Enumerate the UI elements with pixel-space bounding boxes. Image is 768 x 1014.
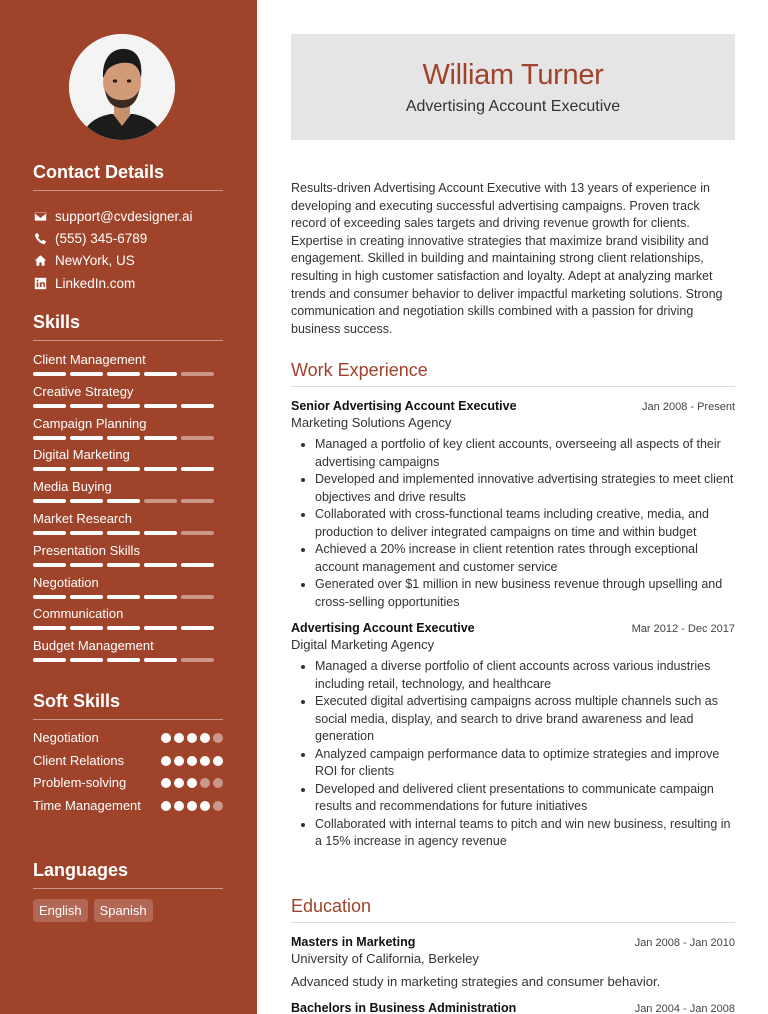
job-entry bbox=[291, 399, 735, 611]
rating-dot bbox=[200, 756, 210, 766]
skill-item bbox=[33, 635, 223, 667]
contact-section bbox=[33, 162, 223, 294]
education-description: Advanced study in marketing strategies and consumer behavior. bbox=[291, 974, 661, 989]
skill-level-segment bbox=[181, 531, 214, 535]
skill-item bbox=[33, 381, 223, 413]
skill-level-segment bbox=[144, 658, 177, 662]
rating-dot bbox=[187, 801, 197, 811]
soft-skill-name: Problem-solving bbox=[33, 775, 127, 790]
job-bullet: • Executed digital advertising campaigns across multiple channels such as social media, display, and search to drive brand awareness and lead generation bbox=[315, 693, 735, 746]
languages-title: Languages bbox=[33, 860, 223, 889]
soft-skill-name: Negotiation bbox=[33, 730, 99, 745]
job-company: Marketing Solutions Agency bbox=[291, 415, 452, 430]
job-dates: Mar 2012 - Dec 2017 bbox=[631, 623, 735, 635]
skill-level-segment bbox=[33, 436, 66, 440]
skill-level-segment bbox=[33, 499, 66, 503]
linkedin-icon bbox=[33, 276, 47, 290]
skill-name: Digital Marketing bbox=[33, 447, 130, 463]
skill-level-segment bbox=[181, 563, 214, 567]
skill-level-segment bbox=[144, 404, 177, 408]
rating-dot bbox=[213, 756, 223, 766]
skill-item bbox=[33, 540, 223, 572]
email-icon bbox=[33, 209, 47, 223]
skill-name: Client Management bbox=[33, 352, 146, 367]
job-bullet: • Generated over $1 million in new business revenue through upselling and cross-selling opportunities bbox=[315, 576, 735, 611]
education-entry bbox=[291, 935, 735, 989]
rating-dot bbox=[187, 733, 197, 743]
rating-dot bbox=[200, 733, 210, 743]
skill-level-segment bbox=[107, 531, 140, 535]
education-degree: Bachelors in Business Administration bbox=[291, 1001, 517, 1014]
skill-level-segment bbox=[107, 372, 140, 376]
skill-level-segment bbox=[70, 404, 103, 408]
skill-level-segment bbox=[144, 626, 177, 630]
skill-level-bar bbox=[33, 626, 223, 630]
skill-level-bar bbox=[33, 563, 223, 567]
skill-level-segment bbox=[70, 531, 103, 535]
skill-level-segment bbox=[181, 499, 214, 503]
education-entry bbox=[291, 1001, 735, 1014]
job-bullet: • Collaborated with internal teams to pitch and win new business, resulting in a 15% increase in agency revenue bbox=[315, 816, 735, 851]
job-role: Senior Advertising Account Executive bbox=[291, 399, 517, 413]
skill-level-segment bbox=[144, 531, 177, 535]
skill-level-segment bbox=[107, 404, 140, 408]
rating-dot bbox=[200, 778, 210, 788]
skill-level-segment bbox=[144, 436, 177, 440]
skill-item bbox=[33, 444, 223, 476]
sidebar bbox=[0, 0, 257, 1014]
skill-item bbox=[33, 572, 223, 604]
contact-location-text: NewYork, US bbox=[55, 253, 135, 269]
skill-level-segment bbox=[181, 626, 214, 630]
contact-linkedin-text: LinkedIn.com bbox=[55, 275, 136, 291]
skill-level-segment bbox=[181, 372, 214, 376]
skill-item bbox=[33, 413, 223, 445]
skill-level-segment bbox=[181, 658, 214, 662]
skill-level-bar bbox=[33, 531, 223, 535]
header bbox=[291, 34, 735, 140]
job-bullets bbox=[291, 658, 735, 851]
experience-section bbox=[291, 360, 735, 851]
skill-name: Campaign Planning bbox=[33, 415, 147, 431]
experience-title: Work Experience bbox=[291, 360, 735, 387]
soft-skill-name: Time Management bbox=[33, 797, 141, 813]
contact-title: Contact Details bbox=[33, 162, 223, 191]
job-role: Advertising Account Executive bbox=[291, 621, 475, 635]
skill-item bbox=[33, 508, 223, 540]
education-dates: Jan 2008 - Jan 2010 bbox=[634, 937, 735, 949]
skill-level-segment bbox=[33, 563, 66, 567]
soft-skill-item bbox=[33, 729, 223, 746]
education-title: Education bbox=[291, 896, 735, 923]
summary-text: Results-driven Advertising Account Executive with 13 years of experience in developing and executing successful advertising campaigns. Proven track record of exceeding sales targets and driving revenue growth for clients. Expertise in creating innovative strategies that maximize brand visibility and engagement. Skilled in building and maintaining strong client relationships, resulting in high customer satisfaction and loyalty. Adept at analyzing market trends and consumer behavior to deliver impactful marketing solutions. Strong communication and negotiation skills combined with a passion for driving business success. bbox=[291, 181, 723, 336]
skill-level-segment bbox=[70, 595, 103, 599]
skill-level-bar bbox=[33, 436, 223, 440]
language-list bbox=[33, 899, 223, 922]
rating-dot bbox=[187, 778, 197, 788]
skill-level-bar bbox=[33, 595, 223, 599]
soft-skill-item bbox=[33, 797, 223, 814]
skill-name: Communication bbox=[33, 606, 124, 622]
job-dates: Jan 2008 - Present bbox=[642, 401, 735, 413]
soft-skill-name: Client Relations bbox=[33, 752, 125, 768]
profile-photo bbox=[69, 34, 175, 140]
skill-level-segment bbox=[70, 626, 103, 630]
skill-level-segment bbox=[107, 658, 140, 662]
candidate-name: William Turner bbox=[422, 59, 604, 91]
skill-name: Media Buying bbox=[33, 479, 112, 495]
rating-dot bbox=[200, 801, 210, 811]
skill-level-bar bbox=[33, 404, 223, 408]
home-icon bbox=[33, 254, 47, 268]
skill-level-segment bbox=[70, 563, 103, 567]
language-tag: English bbox=[33, 899, 88, 922]
contact-phone-text: (555) 345-6789 bbox=[55, 230, 148, 246]
skill-level-segment bbox=[70, 436, 103, 440]
language-tag: Spanish bbox=[94, 899, 153, 922]
skill-level-segment bbox=[33, 531, 66, 535]
skill-name: Market Research bbox=[33, 510, 132, 526]
soft-skill-item bbox=[33, 774, 223, 791]
soft-skill-item bbox=[33, 752, 223, 769]
education-degree: Masters in Marketing bbox=[291, 935, 416, 949]
contact-linkedin[interactable] bbox=[33, 272, 223, 294]
summary-section bbox=[291, 180, 735, 338]
job-bullet: • Developed and delivered client presentations to communicate campaign results and recommendations for future initiatives bbox=[315, 781, 735, 816]
soft-skills-title: Soft Skills bbox=[33, 691, 223, 720]
job-bullets bbox=[291, 436, 735, 611]
education-dates: Jan 2004 - Jan 2008 bbox=[634, 1003, 735, 1014]
job-company: Digital Marketing Agency bbox=[291, 637, 435, 652]
contact-location bbox=[33, 250, 223, 272]
rating-dot bbox=[174, 778, 184, 788]
skill-level-segment bbox=[33, 372, 66, 376]
candidate-title: Advertising Account Executive bbox=[405, 98, 621, 115]
skill-level-segment bbox=[70, 658, 103, 662]
soft-skill-rating bbox=[161, 729, 223, 743]
skill-level-segment bbox=[33, 595, 66, 599]
education-school: University of California, Berkeley bbox=[291, 951, 479, 966]
skill-level-segment bbox=[144, 372, 177, 376]
skill-level-segment bbox=[181, 436, 214, 440]
contact-list bbox=[33, 205, 223, 294]
job-bullet: • Analyzed campaign performance data to optimize strategies and improve ROI for clients bbox=[315, 746, 735, 781]
skill-level-segment bbox=[107, 467, 140, 471]
contact-email-text: support@cvdesigner.ai bbox=[55, 208, 193, 224]
skill-level-segment bbox=[70, 467, 103, 471]
rating-dot bbox=[187, 756, 197, 766]
skill-level-bar bbox=[33, 372, 223, 376]
skill-level-segment bbox=[181, 467, 214, 471]
rating-dot bbox=[213, 801, 223, 811]
avatar bbox=[69, 34, 175, 140]
skill-name: Negotiation bbox=[33, 574, 99, 590]
skill-level-segment bbox=[144, 499, 177, 503]
rating-dot bbox=[161, 778, 171, 788]
skill-name: Budget Management bbox=[33, 638, 154, 654]
skill-name: Presentation Skills bbox=[33, 542, 140, 558]
soft-skill-rating bbox=[161, 752, 223, 766]
job-bullet: • Achieved a 20% increase in client retention rates through exceptional account management and customer service bbox=[315, 541, 735, 576]
skill-level-segment bbox=[70, 499, 103, 503]
skill-level-segment bbox=[107, 595, 140, 599]
skill-level-segment bbox=[144, 595, 177, 599]
rating-dot bbox=[161, 756, 171, 766]
skill-level-segment bbox=[33, 467, 66, 471]
skill-level-bar bbox=[33, 658, 223, 662]
job-bullet: • Managed a portfolio of key client accounts, overseeing all aspects of their advertising campaigns bbox=[315, 436, 735, 471]
skills-section bbox=[33, 312, 223, 667]
skill-level-bar bbox=[33, 467, 223, 471]
skill-level-segment bbox=[107, 563, 140, 567]
soft-skill-rating bbox=[161, 797, 223, 811]
job-bullet: • Managed a diverse portfolio of client accounts across various industries including retail, technology, and healthcare bbox=[315, 658, 735, 693]
skill-level-segment bbox=[33, 626, 66, 630]
skill-level-segment bbox=[33, 658, 66, 662]
skill-list bbox=[33, 349, 223, 667]
rating-dot bbox=[213, 733, 223, 743]
skill-level-segment bbox=[107, 436, 140, 440]
skill-level-segment bbox=[181, 595, 214, 599]
skill-level-segment bbox=[107, 499, 140, 503]
rating-dot bbox=[161, 733, 171, 743]
rating-dot bbox=[174, 756, 184, 766]
education-section bbox=[291, 896, 735, 1014]
skill-level-segment bbox=[144, 563, 177, 567]
soft-skill-list bbox=[33, 729, 223, 814]
contact-phone[interactable] bbox=[33, 227, 223, 249]
skill-level-segment bbox=[70, 372, 103, 376]
skill-name: Creative Strategy bbox=[33, 383, 134, 399]
soft-skills-section bbox=[33, 691, 223, 819]
rating-dot bbox=[161, 801, 171, 811]
skill-level-segment bbox=[144, 467, 177, 471]
rating-dot bbox=[174, 733, 184, 743]
job-bullet: • Developed and implemented innovative advertising strategies to meet client objectives and drive results bbox=[315, 471, 735, 506]
skill-item bbox=[33, 349, 223, 381]
skill-item bbox=[33, 603, 223, 635]
skill-level-segment bbox=[33, 404, 66, 408]
skill-level-segment bbox=[181, 404, 214, 408]
soft-skill-rating bbox=[161, 774, 223, 788]
languages-section bbox=[33, 860, 223, 922]
job-entry bbox=[291, 621, 735, 851]
rating-dot bbox=[213, 778, 223, 788]
contact-email[interactable] bbox=[33, 205, 223, 227]
job-bullet: • Collaborated with cross-functional teams including creative, media, and production to deliver integrated campaigns on time and within budget bbox=[315, 506, 735, 541]
rating-dot bbox=[174, 801, 184, 811]
skill-item bbox=[33, 476, 223, 508]
phone-icon bbox=[33, 231, 47, 245]
skills-title: Skills bbox=[33, 312, 223, 341]
skill-level-segment bbox=[107, 626, 140, 630]
skill-level-bar bbox=[33, 499, 223, 503]
